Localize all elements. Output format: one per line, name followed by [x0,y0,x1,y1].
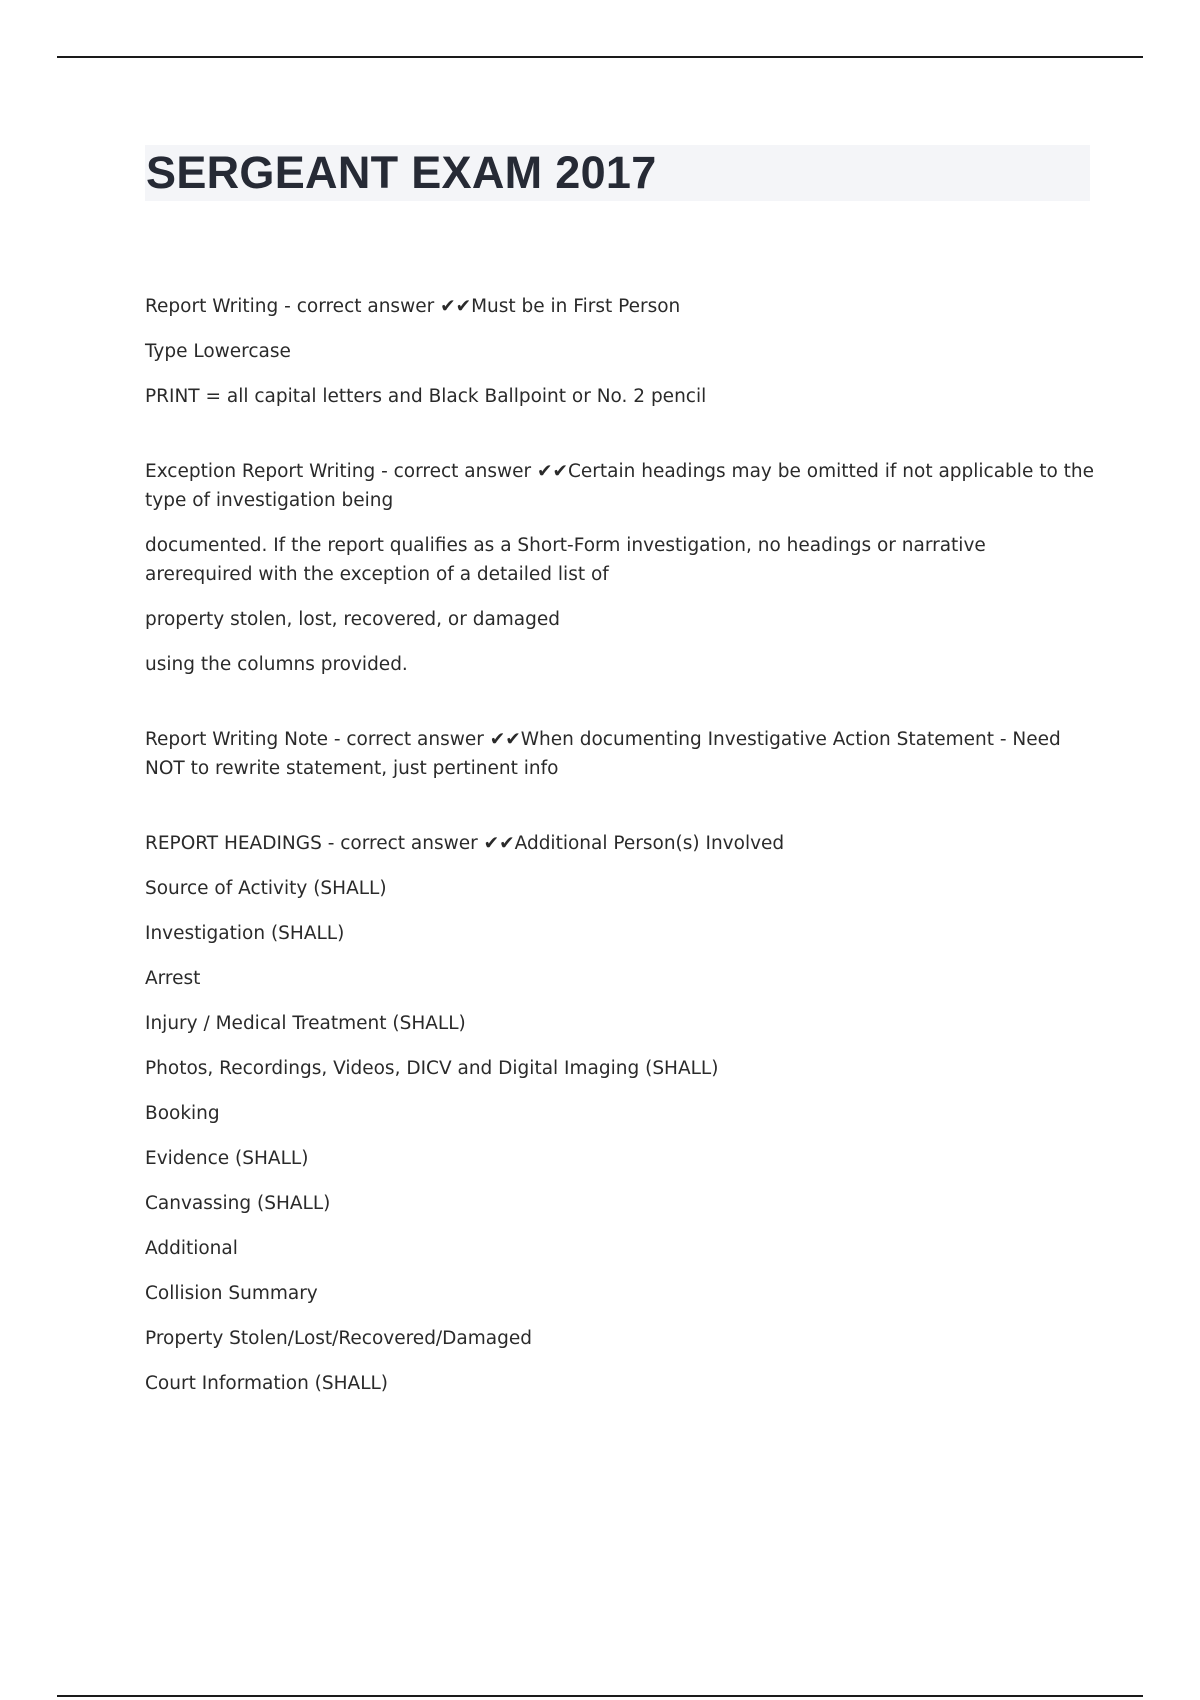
paragraph: PRINT = all capital letters and Black Ballpoint or No. 2 pencil [145,386,707,407]
list-item: Court Information (SHALL) [145,1373,389,1394]
paragraph: using the columns provided. [145,654,408,675]
paragraph: Exception Report Writing - correct answer ✔✔Certain headings may be omitted if not applicable to the type of investigation being [145,461,1095,511]
list-item: Canvassing (SHALL) [145,1193,331,1214]
section-report-writing-note [145,725,1095,783]
paragraph: Report Writing - correct answer ✔✔Must be in First Person [145,296,681,317]
paragraph: REPORT HEADINGS - correct answer ✔✔Additional Person(s) Involved [145,833,785,854]
list-item: Additional [145,1238,238,1259]
section-report-writing [145,292,1095,411]
list-item: Photos, Recordings, Videos, DICV and Digital Imaging (SHALL) [145,1058,719,1079]
list-item: Source of Activity (SHALL) [145,878,387,899]
top-rule [57,56,1143,58]
paragraph: documented. If the report qualifies as a Short-Form investigation, no headings or narrative arerequired with the exception of a detailed list of [145,535,986,585]
paragraph: Report Writing Note - correct answer ✔✔When documenting Investigative Action Statement - Need NOT to rewrite statement, just pertinent info [145,729,1061,779]
section-report-headings [145,829,1095,1398]
list-item: Arrest [145,968,201,989]
section-exception-report-writing [145,457,1095,679]
document-title: SERGEANT EXAM 2017 [146,147,657,198]
list-item: Injury / Medical Treatment (SHALL) [145,1013,466,1034]
list-item: Property Stolen/Lost/Recovered/Damaged [145,1328,532,1349]
list-item: Collision Summary [145,1283,318,1304]
paragraph: property stolen, lost, recovered, or damaged [145,609,561,630]
list-item: Investigation (SHALL) [145,923,345,944]
list-item: Booking [145,1103,220,1124]
list-item: Evidence (SHALL) [145,1148,309,1169]
bottom-rule [57,1695,1143,1697]
document-body [145,292,1095,1414]
paragraph: Type Lowercase [145,341,291,362]
